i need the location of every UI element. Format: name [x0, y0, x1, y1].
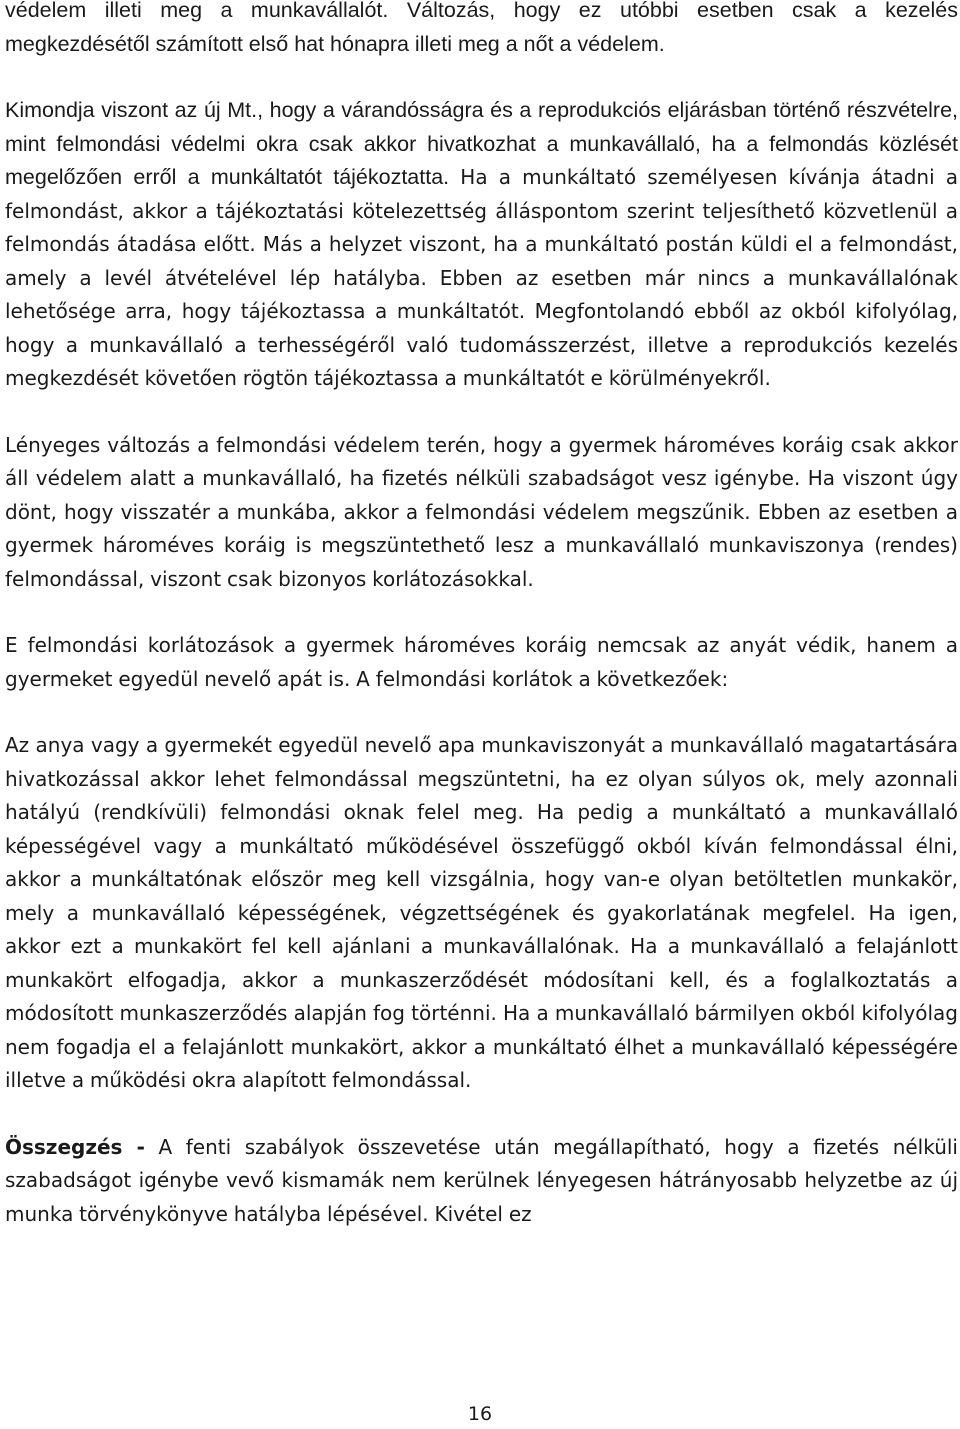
paragraph-2-part-a: Kimondja viszont az új Mt., hogy a várandósságra és a reprodukciós eljárásban történő részvételre, mint felmondási védelmi okra csak akkor hivatkozhat a munkavállaló, ha a felmondás közlését megelőzően erről a munkáltatót tájékoztatta.	[5, 98, 958, 189]
paragraph-gap	[5, 1098, 958, 1131]
paragraph-gap	[5, 596, 958, 629]
document-body	[5, 0, 958, 1231]
paragraph-4: E felmondási korlátozások a gyermek hároméves koráig nemcsak az anyát védik, hanem a gyermeket egyedül nevelő apát is. A felmondási korlátok a következőek:	[5, 633, 958, 691]
summary-text: A fenti szabályok összevetése után megállapítható, hogy a fizetés nélküli szabadságot igénybe vevő kismamák nem kerülnek lényegesen hátrányosabb helyzetbe az új munka törvénykönyve hatályba lépésével. Kivétel ez	[5, 1134, 958, 1226]
paragraph-6	[5, 1131, 958, 1232]
paragraph-gap	[5, 696, 958, 729]
paragraph-gap	[5, 61, 958, 94]
paragraph-2	[5, 94, 958, 396]
paragraph-gap	[5, 396, 958, 429]
paragraph-5: Az anya vagy a gyermekét egyedül nevelő apa munkaviszonyát a munkavállaló magatartására hivatkozással akkor lehet felmondással megszüntetni, ha ez olyan súlyos ok, mely azonnali hatályú (rendkívüli) felmondási oknak felel meg. Ha pedig a munkáltató a munkavállaló képességével vagy a munkáltató működésével összefüggő okból kíván felmondással élni, akkor a munkáltatónak először meg kell vizsgálnia, hogy van-e olyan betöltetlen munkakör, mely a munkavállaló képességének, végzettségének és gyakorlatának megfelel. Ha igen, akkor ezt a munkakört fel kell ajánlani a munkavállalónak. Ha a munkavállaló a felajánlott munkakört elfogadja, akkor a munkaszerződését módosítani kell, és a foglalkoztatás a módosított munkaszerződés alapján fog történni. Ha a munkavállaló bármilyen okból kifolyólag nem fogadja el a felajánlott munkakört, akkor a munkáltató élhet a munkavállaló képességére illetve a működési okra alapított felmondással.	[5, 733, 958, 1092]
paragraph-3: Lényeges változás a felmondási védelem terén, hogy a gyermek hároméves koráig csak akkor áll védelem alatt a munkavállaló, ha fizetés nélküli szabadságot vesz igénybe. Ha viszont úgy dönt, hogy visszatér a munkába, akkor a felmondási védelem megszűnik. Ebben az esetben a gyermek hároméves koráig is megszüntethető lesz a munkavállaló munkaviszonya (rendes) felmondással, viszont csak bizonyos korlátozásokkal.	[5, 432, 958, 591]
paragraph-2-part-b: Ha a munkáltató személyesen kívánja átadni a felmondást, akkor a tájékoztatási kötelezettség álláspontom szerint teljesíthető közvetlenül a felmondás átadása előtt. Más a helyzet viszont, ha a munkáltató postán küldi el a felmondást, amely a levél átvételével lép hatályba. Ebben az esetben már nincs a munkavállalónak lehetősége arra, hogy tájékoztassa a munkáltatót. Megfontolandó ebből az okból kifolyólag, hogy a munkavállaló a terhességéről való tudomásszerzést, illetve a reprodukciós kezelés megkezdését követően rögtön tájékoztassa a munkáltatót e körülményekről.	[5, 165, 959, 390]
summary-heading: Összegzés -	[5, 1134, 145, 1159]
page-number: 16	[467, 1403, 493, 1425]
paragraph-1: védelem illeti meg a munkavállalót. Változás, hogy ez utóbbi esetben csak a kezelés megkezdésétől számított első hat hónapra illeti meg a nőt a védelem.	[5, 0, 958, 56]
